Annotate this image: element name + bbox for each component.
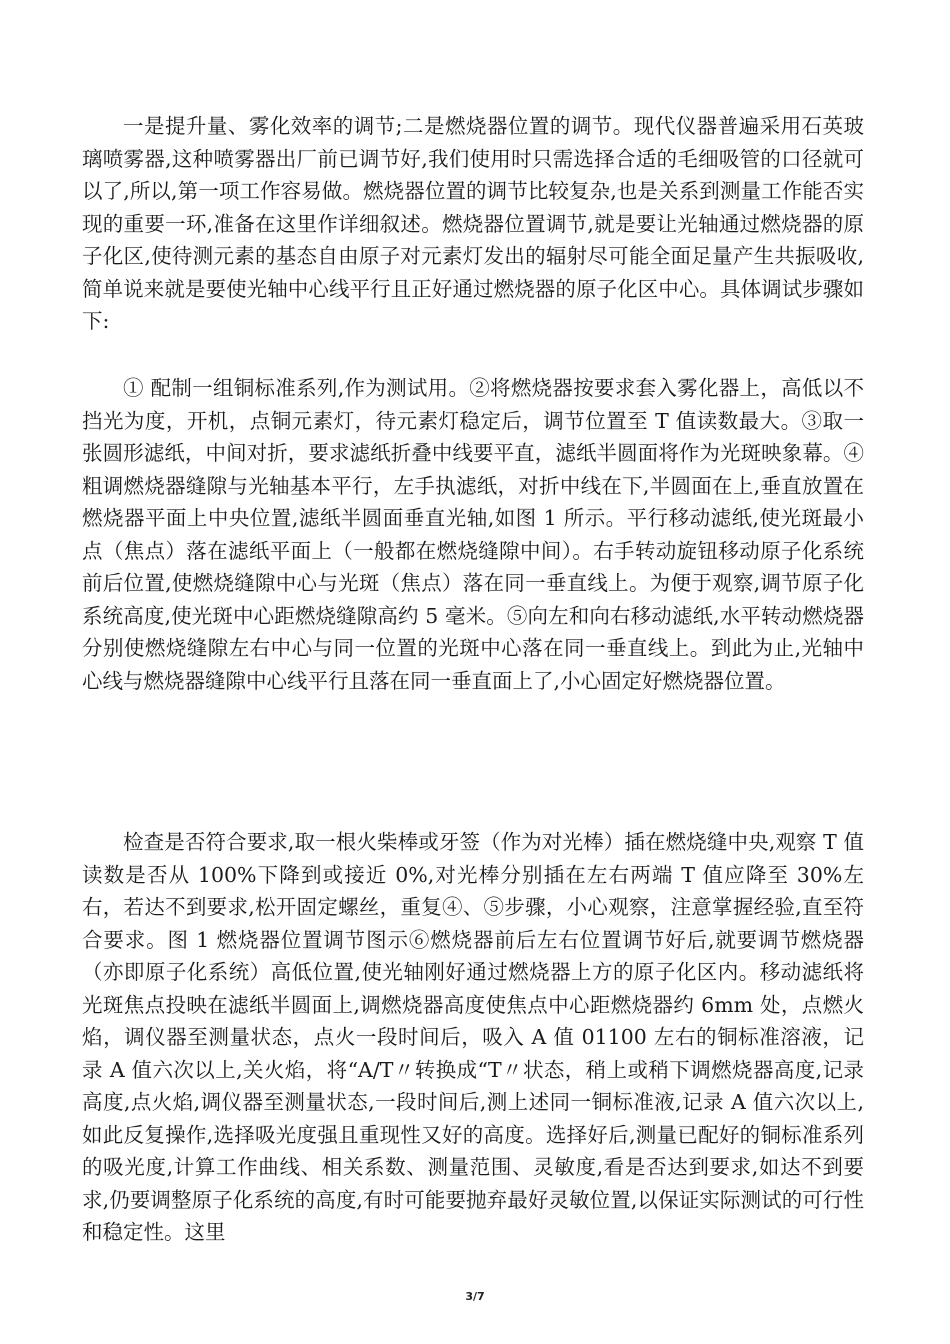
paragraph-burner-adjustment-intro: 一是提升量、雾化效率的调节;二是燃烧器位置的调节。现代仪器普遍采用石英玻璃喷雾器,这种喷雾器出厂前已调节好,我们使用时只需选择合适的毛细吸管的口径就可以了,所以,第一项工作容易做。燃烧器位置的调节比较复杂,也是关系到测量工作能否实现的重要一环,准备在这里作详细叙述。燃烧器位置调节,就是要让光轴通过燃烧器的原子化区,使待测元素的基态自由原子对元素灯发出的辐射尽可能全面足量产生共振吸收,简单说来就是要使光轴中心线平行且正好通过燃烧器的原子化区中心。具体调试步骤如下: xyxy=(82,114,864,333)
paragraph-adjustment-steps: ① 配制一组铜标准系列,作为测试用。②将燃烧器按要求套入雾化器上，高低以不挡光为度，开机，点铜元素灯，待元素灯稳定后，调节位置至 T 值读数最大。③取一张圆形滤纸，中间对折，要求滤纸折叠中线要平直，滤纸半圆面将作为光斑映象幕。④粗调燃烧器缝隙与光轴基本平行，左手执滤纸，对折中线在下,半圆面在上,垂直放置在燃烧器平面上中央位置,滤纸半圆面垂直光轴,如图 1 所示。平行移动滤纸,使光斑最小点（焦点）落在滤纸平面上（一般都在燃烧缝隙中间）。右手转动旋钮移动原子化系统前后位置,使燃烧缝隙中心与光斑（焦点）落在同一垂直线上。为便于观察,调节原子化系统高度,使光斑中心距燃烧缝隙高约 5 毫米。⑤向左和向右移动滤纸,水平转动燃烧器分别使燃烧缝隙左右中心与同一位置的光斑中心落在同一垂直线上。到此为止,光轴中心线与燃烧器缝隙中心线平行且落在同一垂直面上了,小心固定好燃烧器位置。 xyxy=(82,376,864,693)
paragraph-verification: 检查是否符合要求,取一根火柴棒或牙签（作为对光棒）插在燃烧缝中央,观察 T 值读数是否从 100%下降到或接近 0%,对光棒分别插在左右两端 T 值应降至 30%左右，若达不到要求,松开固定螺丝，重复④、⑤步骤，小心观察，注意掌握经验,直至符合要求。图 1 燃烧器位置调节图示⑥燃烧器前后左右位置调节好后,就要调节燃烧器（亦即原子化系统）高低位置,使光轴刚好通过燃烧器上方的原子化区内。移动滤纸将光斑焦点投映在滤纸半圆面上,调燃烧器高度使焦点中心距燃烧器约 6mm 处，点燃火焰，调仪器至测量状态，点火一段时间后，吸入 A 值 01100 左右的铜标准溶液，记录 A 值六次以上,关火焰，将“A/T〃转换成“T〃状态，稍上或稍下调燃烧器高度,记录高度,点火焰,调仪器至测量状态,一段时间后,测上述同一铜标准液,记录 A 值六次以上,如此反复操作,选择吸光度强且重现性又好的高度。选择好后,测量已配好的铜标准系列的吸光度,计算工作曲线、相关系数、测量范围、灵敏度,看是否达到要求,如达不到要求,仍要调整原子化系统的高度,有时可能要抛弃最好灵敏位置,以保证实际测试的可行性和稳定性。这里 xyxy=(82,830,864,1244)
page-number: 3/7 xyxy=(465,1290,485,1303)
